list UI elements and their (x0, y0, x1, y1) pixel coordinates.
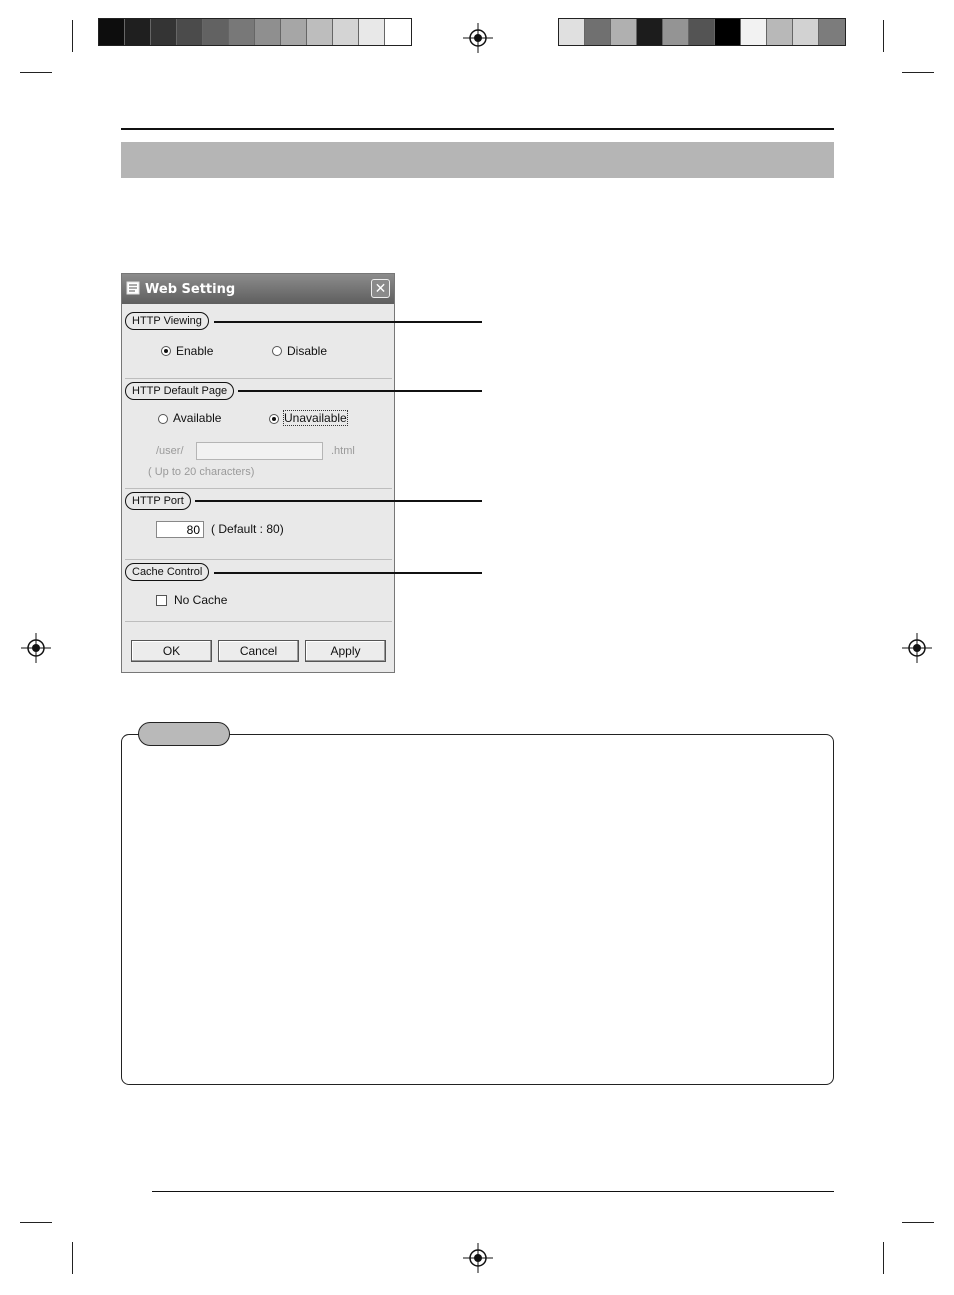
color-swatch (99, 19, 125, 45)
http-viewing-enable-label[interactable]: Enable (176, 344, 214, 358)
http-viewing-enable-radio[interactable] (161, 346, 171, 356)
http-port-input[interactable] (156, 521, 204, 538)
color-swatch (151, 19, 177, 45)
settings-window-icon (126, 281, 140, 295)
note-box (121, 734, 834, 1085)
crop-mark (20, 1222, 52, 1223)
close-x-icon: ✕ (374, 280, 387, 296)
http-default-page-section (125, 378, 392, 489)
color-swatch (741, 19, 767, 45)
color-swatch (229, 19, 255, 45)
callout-line-http-port (195, 500, 482, 502)
color-swatch (125, 19, 151, 45)
default-page-available-label[interactable]: Available (173, 411, 222, 425)
apply-button[interactable]: Apply (305, 640, 386, 662)
color-swatch (663, 19, 689, 45)
crop-mark (72, 20, 73, 52)
color-swatch (689, 19, 715, 45)
cancel-button[interactable]: Cancel (218, 640, 299, 662)
color-swatch (359, 19, 385, 45)
color-swatch (767, 19, 793, 45)
crop-mark (902, 72, 934, 73)
http-default-page-label: HTTP Default Page (125, 382, 234, 400)
color-swatch (793, 19, 819, 45)
registration-target-icon (21, 633, 51, 663)
default-page-available-radio[interactable] (158, 414, 168, 424)
default-page-suffix: .html (331, 445, 355, 457)
default-page-unavailable-label[interactable]: Unavailable (284, 411, 347, 425)
http-port-label: HTTP Port (125, 492, 191, 510)
color-swatch (819, 19, 845, 45)
footer-rule (152, 1191, 834, 1192)
registration-target-icon (463, 23, 493, 53)
http-viewing-section (125, 308, 392, 379)
http-port-section (125, 488, 392, 560)
color-swatch (385, 19, 411, 45)
color-swatch (585, 19, 611, 45)
callout-line-http-viewing (214, 321, 482, 323)
http-port-default-note: ( Default : 80) (211, 522, 284, 536)
default-page-unavailable-radio[interactable] (269, 414, 279, 424)
note-tab (138, 722, 230, 746)
color-swatch (307, 19, 333, 45)
ok-button[interactable]: OK (131, 640, 212, 662)
crop-mark (902, 1222, 934, 1223)
header-rule (121, 128, 834, 130)
crop-mark (72, 1242, 73, 1274)
cache-control-label: Cache Control (125, 563, 209, 581)
color-swatch (255, 19, 281, 45)
color-swatch (715, 19, 741, 45)
crop-mark (883, 1242, 884, 1274)
http-viewing-label: HTTP Viewing (125, 312, 209, 330)
color-bar-left (98, 18, 412, 46)
default-page-hint: ( Up to 20 characters) (148, 466, 255, 478)
crop-mark (883, 20, 884, 52)
color-swatch (637, 19, 663, 45)
color-swatch (203, 19, 229, 45)
no-cache-checkbox[interactable] (156, 595, 167, 606)
no-cache-label[interactable]: No Cache (174, 593, 228, 607)
callout-line-cache-control (214, 572, 482, 574)
cache-control-section (125, 559, 392, 622)
registration-target-icon (902, 633, 932, 663)
header-band (121, 142, 834, 178)
crop-mark (20, 72, 52, 73)
default-page-name-input[interactable] (196, 442, 323, 460)
color-swatch (281, 19, 307, 45)
close-button[interactable] (371, 279, 390, 298)
color-swatch (333, 19, 359, 45)
http-viewing-disable-radio[interactable] (272, 346, 282, 356)
registration-target-icon (463, 1243, 493, 1273)
web-setting-dialog (121, 273, 395, 673)
default-page-prefix: /user/ (156, 445, 184, 457)
color-swatch (177, 19, 203, 45)
callout-line-http-default-page (238, 390, 482, 392)
color-bar-right (558, 18, 846, 46)
http-viewing-disable-label[interactable]: Disable (287, 344, 328, 358)
color-swatch (559, 19, 585, 45)
dialog-titlebar[interactable] (122, 274, 394, 304)
dialog-title: Web Setting (145, 282, 236, 297)
color-swatch (611, 19, 637, 45)
